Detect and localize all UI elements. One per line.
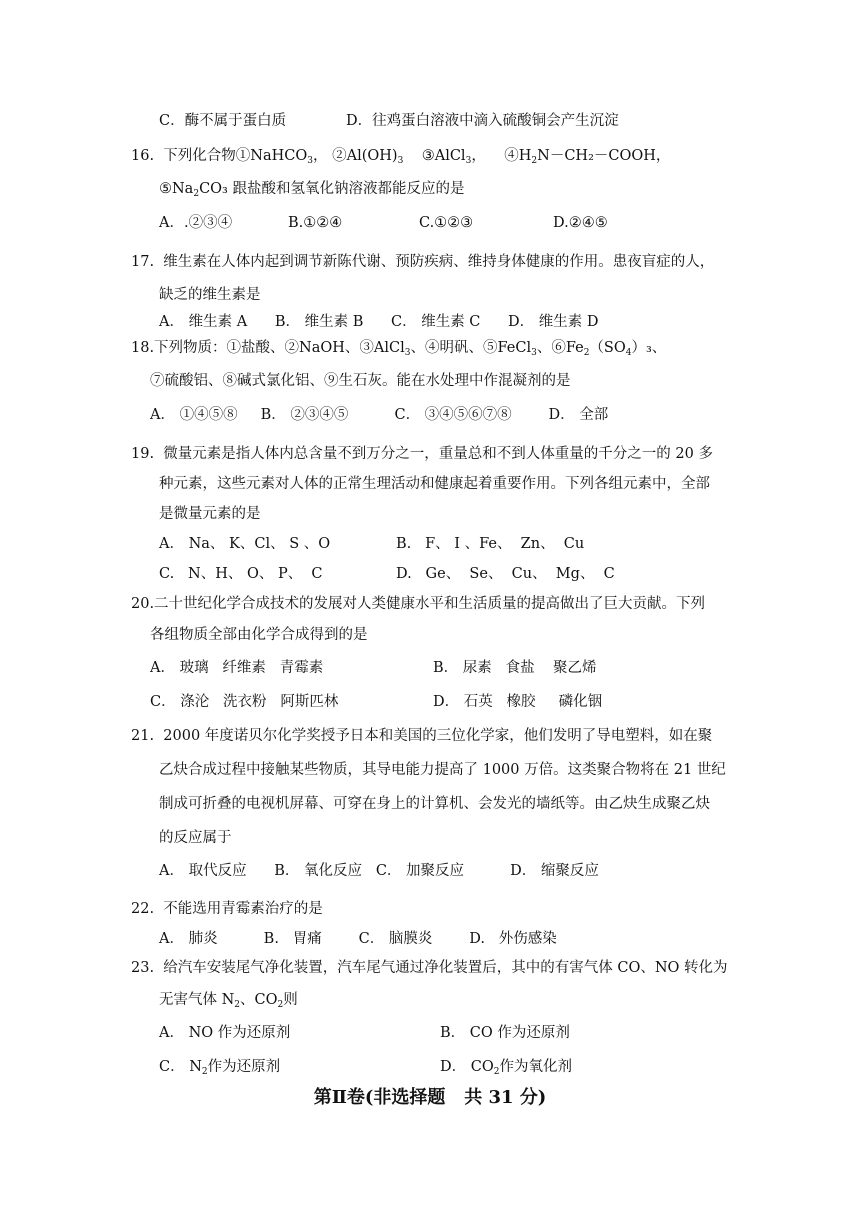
q19-option-b: B. F、 I 、Fe、 Zn、 Cu [396,536,585,552]
q19-option-c: C. N、H、 O、 P、 C [159,566,323,582]
q17-stem-line2: 缺乏的维生素是 [159,287,261,303]
q21-stem-line3: 制成可折叠的电视机屏幕、可穿在身上的计算机、会发光的墙纸等。由乙炔生成聚乙炔 [159,796,710,812]
q20-option-a: A． 玻璃 纤维素 青霉素 [150,660,324,676]
q16-option-d: D.②④⑤ [553,215,608,231]
q23-stem-line1: 23. 给汽车安装尾气净化装置，汽车尾气通过净化装置后，其中的有害气体 CO、NO 转化为 [131,960,728,976]
q22-stem: 22. 不能选用青霉素治疗的是 [131,901,323,917]
q19-stem-line1: 19. 微量元素是指人体内总含量不到万分之一，重量总和不到人体重量的千分之一的 20 多 [131,446,713,462]
q20-stem-line2: 各组物质全部由化学合成得到的是 [150,627,368,643]
q23-option-b: B． CO 作为还原剂 [440,1025,570,1041]
q16-option-a: A．.②③④ [159,215,233,231]
q23-option-d: D． $CO_2$作为氧化剂 [440,1059,572,1077]
q21-stem-line4: 的反应属于 [159,830,232,846]
section-title: 第Ⅱ卷(非选择题 共 31 分) [313,1087,547,1108]
q18-options: A． ①④⑤⑧ B． ②③④⑤ C． ③④⑤⑥⑦⑧ D． 全部 [150,407,609,423]
q17-stem-line1: 17. 维生素在人体内起到调节新陈代谢、预防疾病、维持身体健康的作用。患夜盲症的人， [131,254,715,270]
q19-stem-line2: 种元素，这些元素对人体的正常生理活动和健康起着重要作用。下列各组元素中，全部 [159,476,710,492]
q19-stem-line3: 是微量元素的是 [159,506,261,522]
q20-option-d: D． 石英 橡胶 磷化铟 [433,694,603,710]
q19-option-a: A． Na、 K、Cl、 S 、O [159,536,331,552]
q16-option-b: B.①②④ [288,215,343,231]
q15-option-c: C．酶不属于蛋白质 [159,113,287,129]
q16-option-c: C.①②③ [419,215,474,231]
q23-option-c: C． $N_2$作为还原剂 [159,1059,281,1077]
q20-option-c: C． 涤沦 洗衣粉 阿斯匹林 [150,694,339,710]
q23-stem-line2: 无害气体 $N_2$、$CO_2$则 [159,992,298,1010]
q15-option-d: D．往鸡蛋白溶液中滴入硫酸铜会产生沉淀 [346,113,619,129]
q21-options: A． 取代反应 B． 氧化反应 C． 加聚反应 D． 缩聚反应 [159,863,599,879]
q19-option-d: D. Ge、 Se、 Cu、 Mg、 C [396,566,615,582]
q17-options: A． 维生素 A B． 维生素 B C． 维生素 C D． 维生素 D [159,314,599,330]
q18-stem-line2: ⑦硫酸铝、⑧碱式氯化铝、⑨生石灰。能在水处理中作混凝剂的是 [150,373,571,389]
q20-option-b: B． 尿素 食盐 聚乙烯 [433,660,597,676]
q16-stem-line2: $⑤Na_2CO_3$ 跟盐酸和氢氧化钠溶液都能反应的是 [159,181,465,199]
q18-stem-line1: 18.下列物质：①盐酸、②NaOH、③AlCl$_3$、④明矾、⑤FeCl$_3$、$⑥Fe_2(SO_4)_3$、 [131,340,667,358]
q21-stem-line1: 21. 2000 年度诺贝尔化学奖授予日本和美国的三位化学家，他们发明了导电塑料，如在聚 [131,728,713,744]
q16-stem-line1: 16. 下列化合物①NaHCO$_3$， $②Al(OH)_3$ ③AlCl$_3$， $④H_2N-CH_2-COOH$， [131,148,671,166]
q22-options: A． 肺炎 B. 胃痛 C． 脑膜炎 D. 外伤感染 [159,931,557,947]
q21-stem-line2: 乙炔合成过程中接触某些物质，其导电能力提高了 1000 万倍。这类聚合物将在 21 世纪 [159,762,726,778]
q23-option-a: A． NO 作为还原剂 [159,1025,291,1041]
q20-stem-line1: 20.二十世纪化学合成技术的发展对人类健康水平和生活质量的提高做出了巨大贡献。下列 [131,596,706,612]
